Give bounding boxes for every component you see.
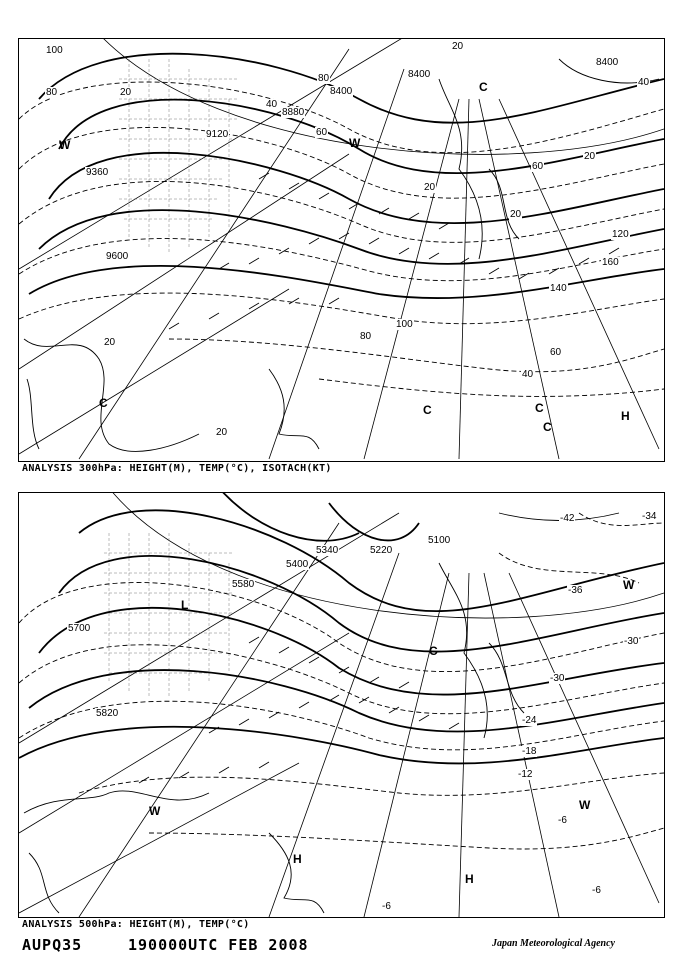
- temperature-label: -42: [560, 513, 575, 524]
- isotach-label: 120: [612, 229, 629, 240]
- isotach-label: 40: [266, 99, 278, 110]
- height-label: 5220: [370, 545, 393, 556]
- isotach-label: 100: [396, 319, 413, 330]
- height-label: 5100: [428, 535, 451, 546]
- temperature-label: -18: [522, 746, 537, 757]
- isotach-label: 140: [550, 283, 567, 294]
- temperature-label: -6: [592, 885, 601, 896]
- isotach-label: 20: [216, 427, 228, 438]
- temperature-label: -12: [518, 769, 533, 780]
- isotach-label: 80: [318, 73, 330, 84]
- height-label: 9360: [86, 167, 109, 178]
- isotach-label: 80: [46, 87, 58, 98]
- isotach-label: 40: [522, 369, 534, 380]
- temperature-contours-500: [19, 513, 664, 849]
- temperature-label: -30: [550, 673, 565, 684]
- isotach-label: 20: [452, 41, 464, 52]
- temperature-label: -36: [568, 585, 583, 596]
- height-label: 8400: [596, 57, 619, 68]
- center-marker: C: [429, 644, 438, 658]
- center-marker: W: [623, 578, 635, 592]
- center-marker: L: [181, 598, 189, 612]
- temperature-label: -30: [624, 636, 639, 647]
- map-panel-300hpa: [18, 38, 665, 462]
- isotach-label: 20: [104, 337, 116, 348]
- center-marker: C: [479, 80, 488, 94]
- center-marker: W: [579, 798, 591, 812]
- height-label: 5580: [232, 579, 255, 590]
- temperature-label: -24: [522, 715, 537, 726]
- center-marker: H: [621, 409, 630, 423]
- isotach-label: 60: [316, 127, 328, 138]
- isotach-label: 80: [360, 331, 372, 342]
- isotach-label: 20: [120, 87, 132, 98]
- height-label: 8880: [282, 107, 305, 118]
- isotach-label: 40: [638, 77, 650, 88]
- map-500hpa-graphics: [19, 493, 664, 917]
- center-marker: C: [543, 420, 552, 434]
- chart-code: AUPQ35: [22, 936, 83, 954]
- isotach-label: 100: [46, 45, 63, 56]
- height-label: 5400: [286, 559, 309, 570]
- center-marker: C: [423, 403, 432, 417]
- caption-300hpa: ANALYSIS 300hPa: HEIGHT(M), TEMP(°C), ISOTACH(KT): [22, 463, 332, 474]
- isotach-label: 60: [532, 161, 544, 172]
- height-label: 8400: [330, 86, 353, 97]
- temperature-label: -34: [642, 511, 657, 522]
- isotach-label: 20: [424, 182, 436, 193]
- center-marker: C: [535, 401, 544, 415]
- center-marker: W: [349, 136, 361, 150]
- isotach-label: 20: [510, 209, 522, 220]
- valid-time: 190000UTC FEB 2008: [128, 936, 309, 954]
- map-panel-500hpa: [18, 492, 665, 918]
- height-label: 5700: [68, 623, 91, 634]
- height-label: 9120: [206, 129, 229, 140]
- caption-500hpa: ANALYSIS 500hPa: HEIGHT(M), TEMP(°C): [22, 919, 250, 930]
- map-300hpa-graphics: [19, 39, 664, 461]
- center-marker: H: [293, 852, 302, 866]
- isotach-contours-300: [19, 82, 664, 396]
- isotach-label: 160: [602, 257, 619, 268]
- center-marker: H: [465, 872, 474, 886]
- height-label: 8400: [408, 69, 431, 80]
- isotach-label: 20: [584, 151, 596, 162]
- temperature-label: -6: [558, 815, 567, 826]
- center-marker: W: [149, 804, 161, 818]
- height-label: 5820: [96, 708, 119, 719]
- center-marker: W: [59, 138, 71, 152]
- height-contours-500: [19, 493, 664, 763]
- agency-name: Japan Meteorological Agency: [492, 938, 615, 949]
- isotach-label: 60: [550, 347, 562, 358]
- temperature-label: -6: [382, 901, 391, 912]
- wind-barbs-300: [169, 173, 619, 329]
- height-label: 5340: [316, 545, 339, 556]
- height-label: 9600: [106, 251, 129, 262]
- center-marker: C: [99, 396, 108, 410]
